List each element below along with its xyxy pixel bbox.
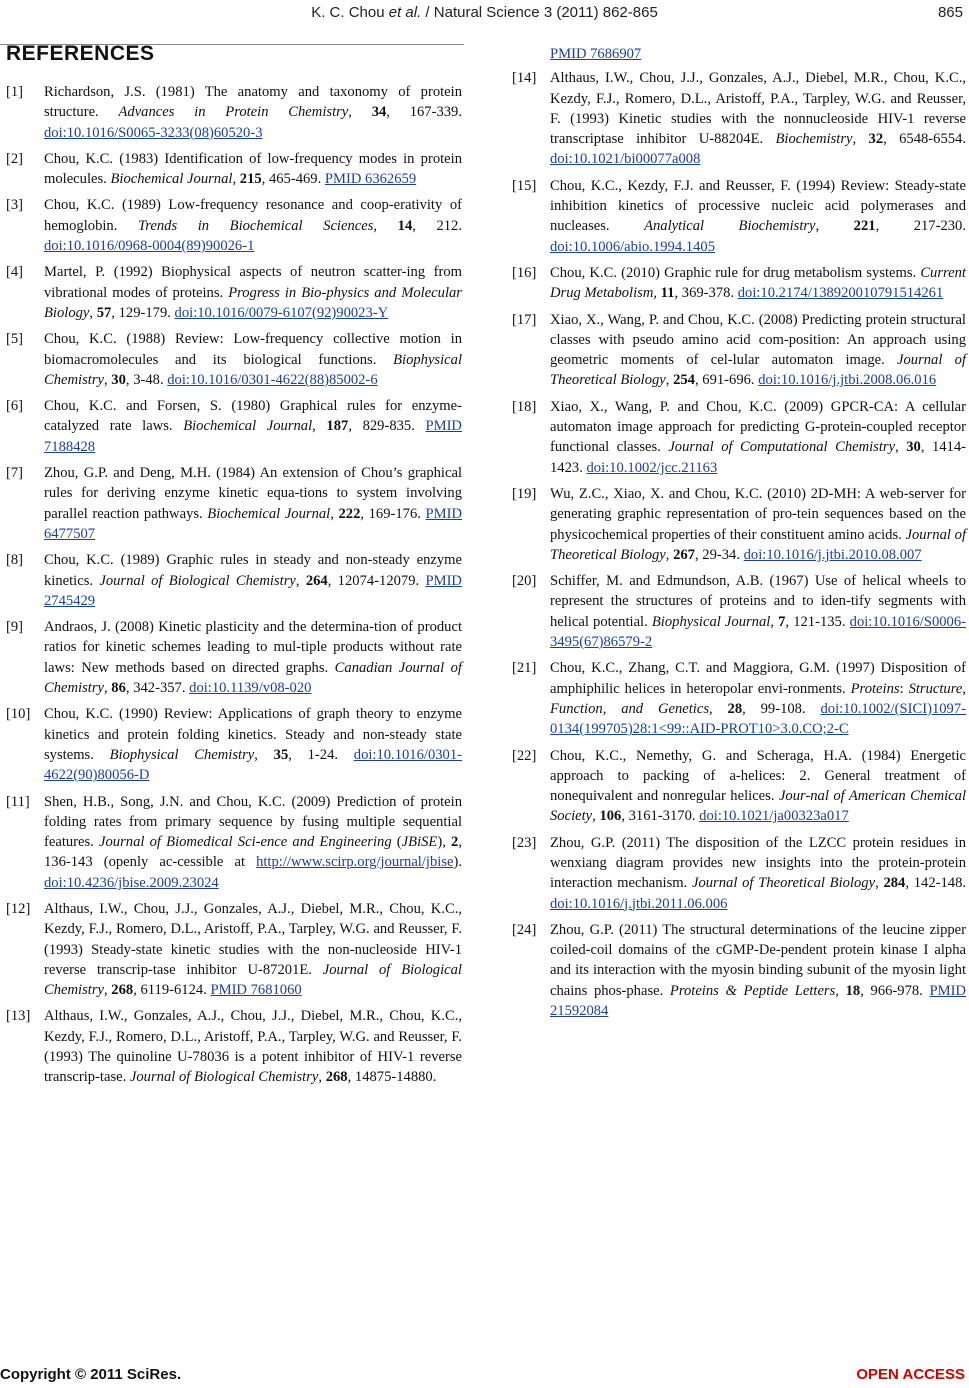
reference-number: [9] <box>6 619 24 636</box>
reference-journal: Proteins <box>850 680 900 697</box>
reference-text: , 169-176. <box>360 505 426 522</box>
reference-number: [14] <box>512 70 537 87</box>
reference-item <box>512 571 966 652</box>
reference-text: Chou, K.C. (1989) Low-frequency resonance and coop-erativity of hemoglobin. <box>44 197 462 234</box>
reference-link[interactable]: doi:10.1002/(SICI)1097-0134(199705)28:1<99::AID-PROT10>3.0.CO;2-C <box>550 700 966 738</box>
reference-text: , <box>312 418 327 435</box>
reference-text: Chou, K.C. (1989) Graphic rules in steady and non-steady enzyme kinetics. <box>44 552 462 589</box>
reference-journal: Biochemical Journal <box>183 418 313 435</box>
reference-journal: and Genetics <box>621 700 710 717</box>
reference-link[interactable]: doi:10.1016/j.jtbi.2011.06.006 <box>550 895 728 912</box>
reference-link[interactable]: PMID 6477507 <box>44 505 462 542</box>
reference-text: , <box>295 572 306 589</box>
reference-text: , <box>653 285 661 302</box>
reference-volume: 254 <box>673 372 695 389</box>
page-footer <box>0 1366 969 1388</box>
reference-journal: Journal of Computational Chemistry <box>668 439 896 456</box>
reference-journal: Jour-nal of American Chemical Society <box>550 788 967 825</box>
reference-text: , 121-135. <box>785 613 850 630</box>
reference-text: Chou, K.C. and Forsen, S. (1980) Graphical rules for enzyme-catalyzed rate laws. <box>44 398 462 435</box>
reference-text: , <box>815 218 854 235</box>
reference-link[interactable]: PMID 7681060 <box>210 982 302 999</box>
reference-text: , 1414-1423. <box>550 439 966 476</box>
reference-text: Chou, K.C., Zhang, C.T. and Maggiora, G.M. (1997) Disposition of amphiphilic helices in heteropolar envi-ronments. <box>550 660 966 697</box>
reference-text: : <box>899 680 909 697</box>
reference-text: , 966-978. <box>860 982 930 999</box>
reference-volume: 284 <box>883 875 906 892</box>
reference-volume: 57 <box>96 304 112 321</box>
reference-item <box>512 920 966 1021</box>
running-head <box>0 4 969 21</box>
reference-number: [18] <box>512 398 537 415</box>
reference-number: [13] <box>6 1008 31 1025</box>
reference-journal: Progress in Bio-physics and Molecular Biology <box>44 284 462 321</box>
reference-text: , 369-378. <box>674 285 738 302</box>
copyright: Copyright © 2011 SciRes. <box>0 1366 182 1383</box>
reference-item <box>512 397 966 478</box>
reference-number: [10] <box>6 706 31 723</box>
reference-volume: 268 <box>111 982 134 999</box>
reference-text: , <box>592 808 600 825</box>
reference-number: [5] <box>6 331 24 348</box>
reference-number: [1] <box>6 84 24 100</box>
reference-journal: Biochemical Journal <box>110 171 233 188</box>
reference-item <box>512 833 966 914</box>
reference-text: , <box>104 982 112 999</box>
reference-text: , <box>852 131 869 148</box>
reference-number: [20] <box>512 573 537 590</box>
reference-link[interactable]: doi:10.1002/jcc.21163 <box>586 459 718 476</box>
reference-item <box>6 550 462 611</box>
reference-number: [17] <box>512 311 537 328</box>
reference-journal: Journal of Biological Chemistry <box>44 961 462 999</box>
reference-journal: Journal of Theoretical Biology <box>550 526 967 563</box>
reference-text: , 14875-14880. <box>347 1069 437 1086</box>
reference-volume: 32 <box>868 131 884 148</box>
reference-text: , 167-339. <box>386 104 463 121</box>
reference-journal: Analytical Biochemistry <box>644 218 816 235</box>
reference-number: [8] <box>6 552 24 569</box>
reference-volume: 28 <box>727 700 743 717</box>
reference-text: , <box>348 104 372 121</box>
reference-item <box>6 82 462 143</box>
page-header <box>0 0 969 30</box>
reference-volume: 2 <box>451 834 459 851</box>
reference-text: Xiao, X., Wang, P. and Chou, K.C. (2009) GPCR-CA: A cellular automaton image approach for predicting G-protein-coupled receptor functional classes. <box>550 398 966 456</box>
reference-number: [12] <box>6 900 31 917</box>
reference-item <box>6 396 462 457</box>
reference-journal: Journal of Biomedical Sci-ence and Engineering <box>99 834 392 851</box>
reference-text: , <box>665 372 674 389</box>
reference-journal: Journal of Theoretical Biology <box>550 352 966 389</box>
reference-link[interactable]: doi:10.1016/S0065-3233(08)60520-3 <box>44 124 263 141</box>
reference-number: [3] <box>6 197 24 214</box>
reference-volume: 30 <box>906 439 921 456</box>
reference-journal: Function <box>550 700 603 717</box>
reference-text: , <box>373 217 398 234</box>
reference-volume: 264 <box>305 572 328 589</box>
reference-text: , <box>104 680 112 697</box>
reference-link[interactable]: doi:10.1139/v08-020 <box>189 680 312 697</box>
reference-link[interactable]: doi:10.1021/bi00077a008 <box>550 151 701 168</box>
section-title: REFERENCES <box>6 42 155 65</box>
reference-link[interactable]: doi:10.4236/jbise.2009.23024 <box>44 874 219 891</box>
reference-item <box>6 899 462 1000</box>
reference-volume: 7 <box>778 613 786 630</box>
reference-text: Chou, K.C. (2010) Graphic rule for drug metabolism systems. <box>550 264 921 281</box>
reference-number: [2] <box>6 150 24 167</box>
reference-item <box>512 484 966 565</box>
reference-volume: 268 <box>325 1069 348 1086</box>
reference-text: , 29-34. <box>694 546 744 563</box>
reference-item <box>512 263 966 304</box>
reference-text: Zhou, G.P. (2011) The disposition of the LZCC protein residues in wenxiang diagram provides new insights into the protein-protein interaction mechanism. <box>550 834 966 892</box>
reference-journal: Journal of Biological Chemistry <box>99 572 296 589</box>
running-head-et-al: et al. <box>388 4 422 21</box>
reference-link[interactable]: doi:10.1016/j.jtbi.2008.06.016 <box>758 372 937 389</box>
reference-text: ), <box>437 834 452 851</box>
reference-text: Chou, K.C., Nemethy, G. and Scheraga, H.A. (1984) Energetic approach to packing of a-helices: 2. General treatment of nonequivalent and nonregular helices. <box>550 747 966 805</box>
reference-number: [23] <box>512 834 537 851</box>
reference-link[interactable]: doi:10.1021/ja00323a017 <box>699 808 849 825</box>
left-reference-list <box>6 82 462 1088</box>
reference-text: Schiffer, M. and Edmundson, A.B. (1967) Use of helical wheels to represent the structures of proteins and to iden-tify segments with helical potential. <box>550 573 966 630</box>
reference-journal: Biochemistry <box>775 131 853 148</box>
reference-item <box>6 195 462 256</box>
reference-item <box>6 1006 462 1087</box>
reference-text: , <box>232 171 240 188</box>
reference-number: [16] <box>512 264 537 281</box>
reference-journal: Biophysical Journal <box>651 613 771 630</box>
reference-text: , <box>962 680 966 697</box>
reference-number: [22] <box>512 747 537 764</box>
reference-link[interactable]: doi:10.1016/0968-0004(89)90026-1 <box>44 238 255 255</box>
reference-item <box>512 310 966 391</box>
reference-item <box>6 149 462 190</box>
reference-journal: Current Drug Metabolism <box>550 264 966 302</box>
reference-text: , <box>89 304 97 321</box>
reference-text: , <box>835 982 846 999</box>
reference-text: , 12074-12079. <box>327 572 426 589</box>
reference-item <box>6 704 462 785</box>
reference-volume: 34 <box>371 104 387 121</box>
reference-text: , 465-469. <box>261 171 325 188</box>
running-head-authors: K. C. Chou <box>311 4 389 21</box>
reference-volume: 106 <box>599 808 622 825</box>
reference-number: [6] <box>6 398 24 415</box>
reference-number: [24] <box>512 921 537 938</box>
reference-link[interactable]: PMID 2745429 <box>44 572 462 609</box>
reference-item <box>6 617 462 698</box>
right-reference-list <box>512 68 966 1021</box>
reference-journal: Biophysical Chemistry <box>109 746 255 763</box>
reference-item <box>6 262 462 323</box>
reference-link[interactable]: PMID 6362659 <box>324 171 417 188</box>
reference-text: , 6548-6554. <box>883 131 967 148</box>
reference-text: , <box>104 371 112 388</box>
reference-text: ). <box>453 854 462 871</box>
reference-item <box>512 68 966 169</box>
reference-journal: Biophysical Chemistry <box>44 351 462 388</box>
reference-number: [19] <box>512 485 537 502</box>
reference-number: [4] <box>6 264 24 281</box>
reference-journal: Journal of Biological Chemistry <box>129 1069 319 1086</box>
reference-journal: Advances in Protein Chemistry <box>118 104 349 121</box>
reference-text: , 142-148. <box>905 875 967 892</box>
reference-text: Chou, K.C. (1990) Review: Applications of graph theory to enzyme kinetics and protein folding kinetics. Steady and non-steady state systems. <box>44 706 462 763</box>
reference-text: Althaus, I.W., Gonzales, A.J., Chou, J.J., Diebel, M.R., Chou, K.C., Kezdy, F.J., Romero, D.L., Aristoff, P.A., Tarpley, W.G. and Reusser, F. (1993) The quinoline U-78036 is a potent inhibitor of HIV-1 reverse transcrip-tase. <box>44 1008 462 1086</box>
reference-link[interactable]: doi:10.1016/j.jtbi.2010.08.007 <box>743 546 922 563</box>
reference-journal: Trends in Biochemical Sciences <box>137 217 374 234</box>
reference-text: Martel, P. (1992) Biophysical aspects of neutron scatter-ing from vibrational modes of proteins. <box>44 264 462 301</box>
reference-volume: 222 <box>338 505 361 522</box>
reference-text: , <box>770 613 779 630</box>
reference-text: Richardson, J.S. (1981) The anatomy and taxonomy of protein structure. <box>44 84 462 121</box>
reference-link[interactable]: doi:10.2174/138920010791514261 <box>737 285 944 302</box>
reference-item <box>6 463 462 544</box>
reference-volume: 30 <box>111 371 126 388</box>
reference-text: ( <box>391 834 402 851</box>
reference-text: , 217-230. <box>875 218 966 235</box>
continued-pmid-link[interactable]: PMID 7686907 <box>550 46 642 62</box>
reference-text: , 1-24. <box>288 746 354 763</box>
reference-text: Chou, K.C., Kezdy, F.J. and Reusser, F. (1994) Review: Steady-state inhibition kinetics of processive nucleic acid polymerases and nucleases. <box>550 177 966 235</box>
reference-item <box>512 658 966 739</box>
reference-text: , 136-143 (openly ac-cessible at <box>44 834 462 871</box>
reference-text: , <box>665 546 674 563</box>
reference-number: [21] <box>512 660 537 677</box>
reference-link[interactable]: PMID 21592084 <box>550 982 966 1020</box>
reference-volume: 215 <box>239 171 262 188</box>
reference-text: Wu, Z.C., Xiao, X. and Chou, K.C. (2010) 2D-MH: A web-server for generating graphic representation of pro-tein sequences based on the physicochemical properties of their constituent amino acids. <box>550 485 966 543</box>
reference-journal: Canadian Journal of Chemistry <box>44 659 462 697</box>
reference-number: [15] <box>512 177 537 194</box>
reference-number: [7] <box>6 465 24 482</box>
reference-link[interactable]: http://www.scirp.org/journal/jbise <box>256 854 454 871</box>
reference-text: , <box>875 875 884 892</box>
reference-volume: 221 <box>853 218 876 235</box>
reference-volume: 86 <box>111 680 126 697</box>
reference-item <box>512 176 966 257</box>
reference-link[interactable]: doi:10.1016/0301-4622(90)80056-D <box>44 746 463 784</box>
reference-text: , <box>330 505 339 522</box>
reference-item <box>6 329 462 390</box>
reference-volume: 18 <box>845 982 861 999</box>
reference-text: , 342-357. <box>125 680 190 697</box>
reference-link[interactable]: doi:10.1016/0301-4622(88)85002-6 <box>167 371 378 388</box>
reference-journal: JBiSE <box>401 834 438 851</box>
reference-text: , 3161-3170. <box>621 808 700 825</box>
reference-number: [11] <box>6 793 30 810</box>
reference-volume: 187 <box>326 418 349 435</box>
reference-link[interactable]: doi:10.1016/S0006-3495(67)86579-2 <box>550 613 966 651</box>
left-column <box>6 40 462 1094</box>
reference-link[interactable]: doi:10.1006/abio.1994.1405 <box>550 238 715 255</box>
reference-text: , <box>602 700 622 717</box>
reference-text: Andraos, J. (2008) Kinetic plasticity and the determina-tion of product ratios for kinetic schemes leading to mul-tiple products without rate laws: New methods based on directed graphs. <box>44 619 462 676</box>
reference-text: , <box>254 746 274 763</box>
reference-text: , 212. <box>412 217 462 234</box>
reference-text: , <box>709 700 728 717</box>
continued-reference <box>512 44 966 64</box>
running-head-journal: / Natural Science 3 (2011) 862-865 <box>421 4 658 21</box>
reference-text: , 129-179. <box>111 304 175 321</box>
reference-volume: 35 <box>273 746 289 763</box>
reference-text: , 6119-6124. <box>133 982 211 999</box>
reference-volume: 267 <box>673 546 695 563</box>
reference-text: Xiao, X., Wang, P. and Chou, K.C. (2008) Predicting protein structural classes with pseudo amino acid com-position: An approach using geometric moments of cel-lular automaton image. <box>550 311 966 369</box>
open-access-label: OPEN ACCESS <box>856 1366 965 1383</box>
reference-journal: Structure <box>908 680 963 697</box>
reference-text: Shen, H.B., Song, J.N. and Chou, K.C. (2009) Prediction of protein folding rates from primary sequence by fusing multiple sequential features. <box>44 793 462 851</box>
reference-text: , 691-696. <box>694 372 759 389</box>
reference-journal: Proteins & Peptide Letters <box>669 982 836 999</box>
reference-text: Zhou, G.P. (2011) The structural determinations of the leucine zipper coiled-coil domains of the cGMP-De-pendent protein kinase I alpha and its interaction with the myosin binding subunit of the myosin light chains phos-phase. <box>550 921 966 999</box>
reference-item <box>512 746 966 827</box>
reference-volume: 14 <box>397 217 413 234</box>
page-number: 865 <box>937 4 963 21</box>
reference-text: , 829-835. <box>348 418 426 435</box>
reference-text: Chou, K.C. (1983) Identification of low-frequency modes in protein molecules. <box>44 150 462 188</box>
reference-journal: Biochemical Journal <box>207 505 331 522</box>
reference-text: Chou, K.C. (1988) Review: Low-frequency collective motion in biomacromolecules and its biological functions. <box>44 331 462 368</box>
reference-link[interactable]: PMID 7188428 <box>44 418 462 455</box>
right-column <box>512 44 966 1027</box>
reference-text: , 3-48. <box>125 371 168 388</box>
reference-text: Althaus, I.W., Chou, J.J., Gonzales, A.J., Diebel, M.R., Chou, K.C., Kezdy, F.J., Romero, D.L., Aristoff, P.A., Tarpley, W.G. and Reusser, F. (1993) Steady-state kinetic studies with the non-nucleoside HIV-1 reverse transcrip-tase inhibitor U-87201E. <box>44 900 462 978</box>
reference-text: , <box>318 1069 326 1086</box>
reference-item <box>6 792 462 893</box>
reference-text: , <box>895 439 907 456</box>
reference-text: , 99-108. <box>742 700 821 717</box>
reference-text: Zhou, G.P. and Deng, M.H. (1984) An extension of Chou’s graphical rules for deriving enzyme kinetic equa-tions to system involving parallel reaction pathways. <box>44 465 462 522</box>
reference-link[interactable]: doi:10.1016/0079-6107(92)90023-Y <box>174 304 389 321</box>
reference-journal: Journal of Theoretical Biology <box>691 875 876 892</box>
reference-volume: 11 <box>660 285 675 302</box>
reference-text: Althaus, I.W., Chou, J.J., Gonzales, A.J., Diebel, M.R., Chou, K.C., Kezdy, F.J., Romero, D.L., Aristoff, P.A., Tarpley, W.G. and Reusser, F. (1993) Kinetic studies with the nonnucleoside HIV-1 reverse transcriptase inhibitor U-88204E. <box>550 70 966 148</box>
